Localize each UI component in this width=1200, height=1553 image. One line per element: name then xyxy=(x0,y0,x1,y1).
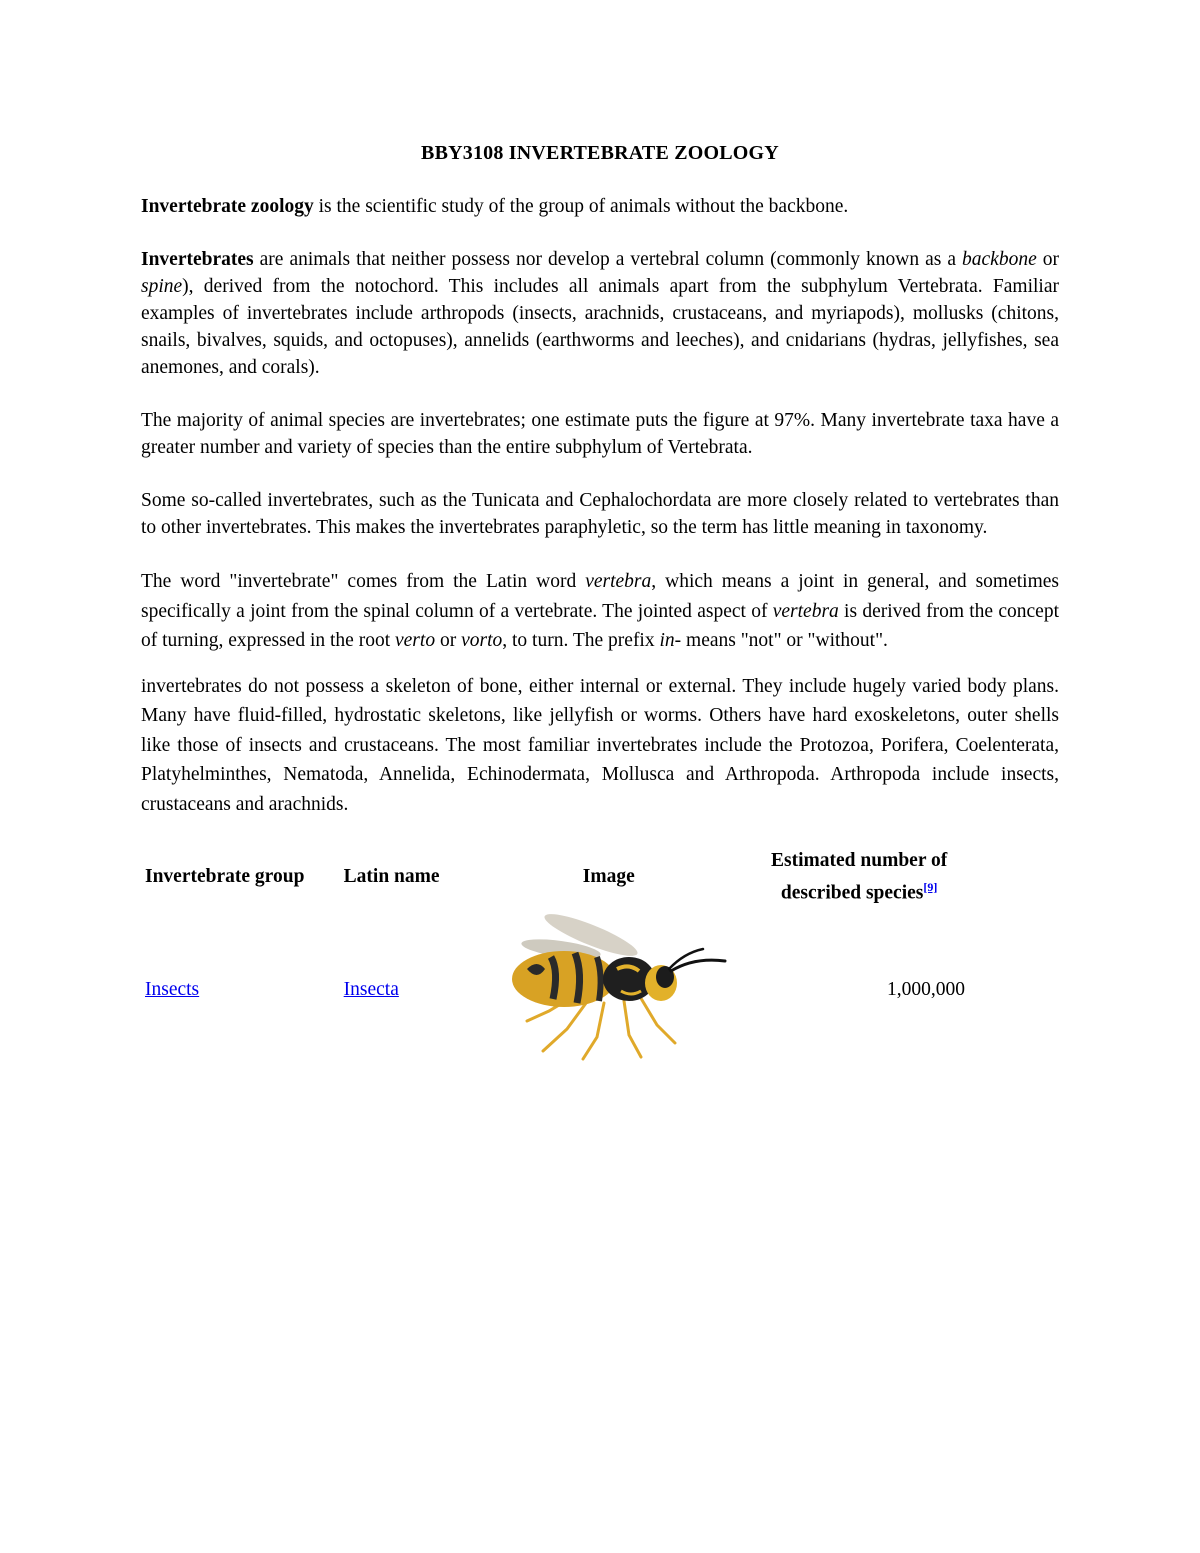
document-page xyxy=(141,142,1059,1073)
header-latin: Latin name xyxy=(343,866,440,888)
invertebrate-table xyxy=(141,847,971,1073)
reference-link[interactable]: [9] xyxy=(923,880,938,894)
term-invertebrate-zoology: Invertebrate zoology xyxy=(141,196,314,217)
paragraph-definition: Invertebrate zoology is the scientific study of the group of animals without the backbone. xyxy=(141,196,849,217)
insecta-link[interactable]: Insecta xyxy=(343,978,399,1000)
paragraph-majority: The majority of animal species are invertebrates; one estimate puts the figure at 97%. Many invertebrate taxa have a greater number and variety of species than the entire subphylum of Vertebrata. xyxy=(141,410,1059,458)
wasp-image xyxy=(479,907,739,1067)
cell-latin xyxy=(340,907,471,1073)
term-invertebrates: Invertebrates xyxy=(141,249,254,270)
paragraph-invertebrates: Invertebrates are animals that neither possess nor develop a vertebral column (commonly known as a backbone or spine), derived from the notochord. This includes all animals apart from the subphylum Vertebrata. Familiar examples of invertebrates include arthropods (insects, arachnids, crustaceans, and myriapods), mollusks (chitons, snails, bivalves, squids, and octopuses), annelids (earthworms and leeches), and cnidarians (hydras, jellyfishes, sea anemones, and corals). xyxy=(141,249,1059,378)
paragraph-skeleton: invertebrates do not possess a skeleton of bone, either internal or external. They include hugely varied body plans. Many have fluid-filled, hydrostatic skeletons, like jellyfish or worms. Others have hard exoskeletons, outer shells like those of insects and crustaceans. The most familiar invertebrates include the Protozoa, Porifera, Coelenterata, Platyhelminthes, Nematoda, Annelida, Echinodermata, Mollusca and Arthropoda. Arthropoda include insects, crustaceans and arachnids. xyxy=(141,675,1059,815)
table-row xyxy=(141,907,971,1073)
document-title: BBY3108 INVERTEBRATE ZOOLOGY xyxy=(421,142,779,164)
cell-group xyxy=(141,907,340,1073)
paragraph-etymology: The word "invertebrate" comes from the Latin word vertebra, which means a joint in general, and sometimes specifically a joint from the spinal column of a vertebrate. The jointed aspect of vertebra is derived from the concept of turning, expressed in the root verto or vorto, to turn. The prefix in- means "not" or "without". xyxy=(141,571,1059,651)
paragraph-paraphyletic: Some so-called invertebrates, such as the Tunicata and Cephalochordata are more closely related to vertebrates than to other invertebrates. This makes the invertebrates paraphyletic, so the term has little meaning in taxonomy. xyxy=(141,490,1059,538)
header-group: Invertebrate group xyxy=(145,866,305,888)
insects-link[interactable]: Insects xyxy=(145,978,200,1000)
table-header-row xyxy=(141,847,971,907)
header-image: Image xyxy=(582,866,635,888)
cell-species: 1,000,000 xyxy=(887,978,965,1000)
header-species: Estimated number of described species[9] xyxy=(771,850,948,904)
cell-image xyxy=(470,907,747,1073)
